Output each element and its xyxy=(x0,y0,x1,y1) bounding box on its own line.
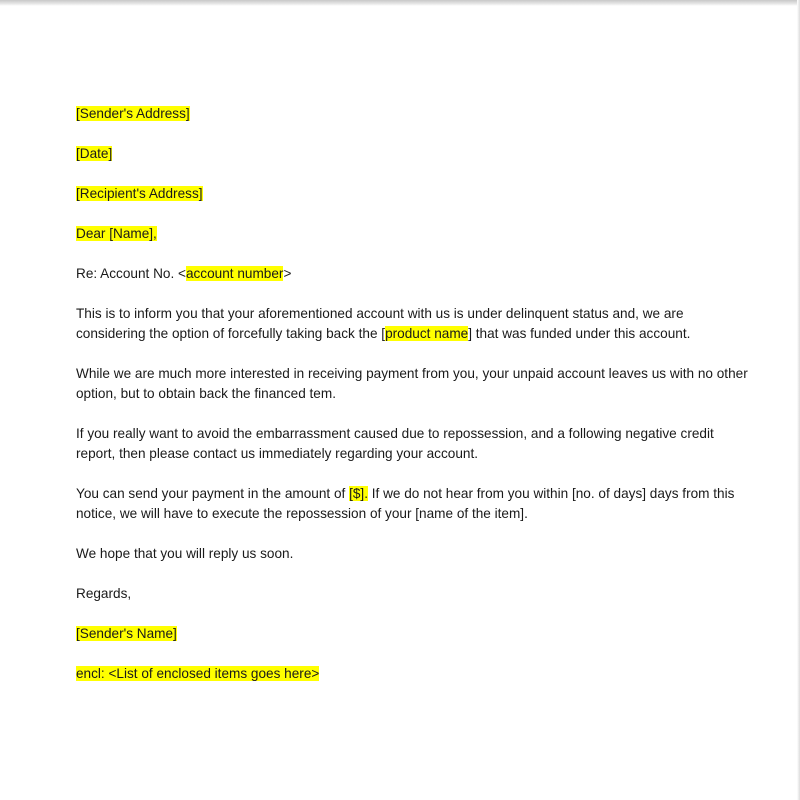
date-line xyxy=(76,144,112,164)
recipient-address: [Recipient's Address] xyxy=(76,186,203,201)
paragraph-avoid-repossession xyxy=(76,424,756,464)
closing-line xyxy=(76,584,131,604)
paragraph-amount-text-2: If we do not hear from you within [no. of days] days from this notice, we will have to execute the repossession of your [name of the item]. xyxy=(76,486,735,521)
paragraph-notice-text-2: ] that was funded under this account. xyxy=(468,326,691,341)
sender-address-line xyxy=(76,104,190,124)
enclosure-line xyxy=(76,664,319,684)
enclosure-note: encl: <List of enclosed items goes here> xyxy=(76,666,320,681)
paragraph-payment-preference-text: While we are much more interested in receiving payment from you, your unpaid account leaves us with no other option, but to obtain back the financed tem. xyxy=(76,366,748,401)
salutation-line xyxy=(76,224,157,244)
closing-hope-line xyxy=(76,544,293,564)
payment-amount: [$]. xyxy=(349,486,368,501)
paragraph-amount-text-1: You can send your payment in the amount of xyxy=(76,486,350,501)
reference-suffix: > xyxy=(283,266,292,281)
account-number: account number xyxy=(185,266,284,281)
sender-name-line xyxy=(76,624,177,644)
paragraph-notice-text-1: This is to inform you that your aforementioned account with us is under delinquent status and, we are considering the option of forcefully taking back the [ xyxy=(76,306,684,341)
date-placeholder: [Date] xyxy=(76,146,113,161)
paragraph-notice xyxy=(76,304,756,344)
window-top-border xyxy=(0,0,800,6)
closing-regards: Regards, xyxy=(76,586,132,601)
sender-name: [Sender's Name] xyxy=(76,626,177,641)
salutation: Dear [Name], xyxy=(76,226,157,241)
sender-address: [Sender's Address] xyxy=(76,106,190,121)
paragraph-amount-due xyxy=(76,484,756,524)
recipient-address-line xyxy=(76,184,203,204)
paragraph-avoid-repossession-text: If you really want to avoid the embarrassment caused due to repossession, and a following negative credit report, then please contact us immediately regarding your account. xyxy=(76,426,714,461)
closing-hope-text: We hope that you will reply us soon. xyxy=(76,546,294,561)
paragraph-payment-preference xyxy=(76,364,756,404)
product-name: product name xyxy=(385,326,469,341)
reference-line xyxy=(76,264,291,284)
reference-prefix: Re: Account No. < xyxy=(76,266,186,281)
